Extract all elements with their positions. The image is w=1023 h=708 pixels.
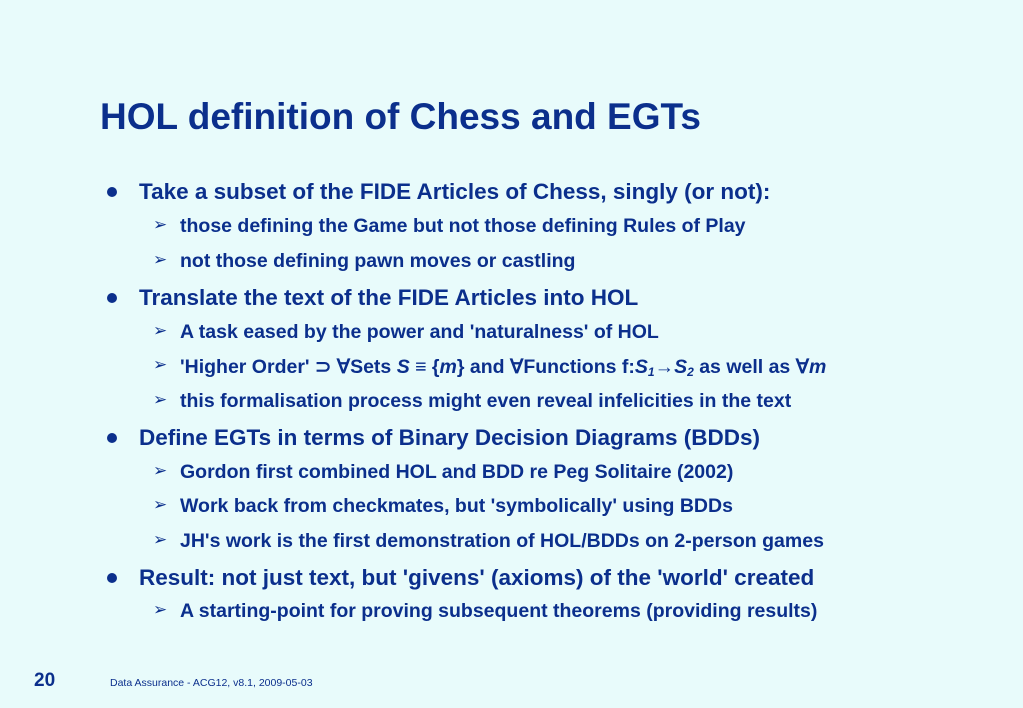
bullet-dot-icon (107, 187, 117, 197)
bullet-dot-icon (107, 293, 117, 303)
arrow-bullet-icon: ➢ (153, 600, 168, 619)
text-part: and (464, 356, 510, 378)
forall-symbol: ∀ (509, 356, 524, 378)
text-part: Functions f: (523, 356, 635, 378)
forall-symbol: ∀ (795, 356, 810, 378)
bullet-3 (139, 425, 760, 451)
arrow-bullet-icon: ➢ (153, 250, 168, 269)
arrow-symbol: → (654, 356, 675, 378)
sub-bullet-formula (180, 356, 826, 378)
sub-bullet-2-1 (153, 321, 659, 344)
sub-bullet-text: JH's work is the first demonstration of HOL/BDDs on 2-person games (180, 530, 824, 552)
sub-bullet-4-1 (153, 600, 818, 623)
arrow-bullet-icon: ➢ (153, 390, 168, 409)
sub-bullet-text: this formalisation process might even reveal infelicities in the text (180, 390, 792, 412)
arrow-bullet-icon: ➢ (153, 461, 168, 480)
subscript-2: 2 (687, 365, 694, 379)
sub-bullet-text: not those defining pawn moves or castling (180, 250, 576, 272)
sub-bullet-2-3 (153, 390, 792, 413)
page-number: 20 (34, 670, 56, 691)
arrow-bullet-icon: ➢ (153, 355, 168, 374)
text-part: as well as (693, 356, 796, 378)
text-part: 'Higher Order' (180, 356, 315, 378)
brace-close: } (456, 356, 465, 378)
bullet-text: Define EGTs in terms of Binary Decision Diagrams (BDDs) (139, 425, 760, 450)
slide-title: HOL definition of Chess and EGTs (100, 96, 701, 137)
bullet-1 (139, 179, 770, 205)
arrow-bullet-icon: ➢ (153, 215, 168, 234)
bullet-text: Result: not just text, but 'givens' (axioms) of the 'world' created (139, 565, 815, 590)
sub-bullet-3-2 (153, 495, 733, 518)
bullet-dot-icon (107, 433, 117, 443)
sub-bullet-text: A starting-point for proving subsequent theorems (providing results) (180, 600, 818, 622)
sub-bullet-3-1 (153, 461, 734, 484)
sub-bullet-3-3 (153, 530, 824, 553)
var-S: S (396, 356, 410, 378)
sub-bullet-1-1 (153, 215, 746, 238)
var-S2: S (674, 356, 688, 378)
bullet-dot-icon (107, 573, 117, 583)
sub-bullet-1-2 (153, 250, 576, 273)
bullet-4 (139, 565, 814, 591)
superset-symbol: ⊃ (314, 356, 332, 378)
sub-bullet-text: those defining the Game but not those defining Rules of Play (180, 215, 746, 237)
text-part: Sets (350, 356, 397, 378)
arrow-bullet-icon: ➢ (153, 495, 168, 514)
var-S1: S (634, 356, 648, 378)
var-m: m (439, 356, 457, 378)
brace-open: { (431, 356, 440, 378)
bullet-2 (139, 285, 638, 311)
arrow-bullet-icon: ➢ (153, 530, 168, 549)
bullet-text: Take a subset of the FIDE Articles of Chess, singly (or not): (139, 179, 771, 204)
bullet-text: Translate the text of the FIDE Articles into HOL (139, 285, 639, 310)
arrow-bullet-icon: ➢ (153, 321, 168, 340)
subscript-1: 1 (647, 365, 655, 379)
sub-bullet-text: Work back from checkmates, but 'symbolically' using BDDs (180, 495, 733, 517)
equiv-symbol: ≡ (409, 356, 432, 378)
forall-symbol: ∀ (331, 356, 351, 378)
var-m: m (809, 356, 827, 378)
footer-text: Data Assurance - ACG12, v8.1, 2009-05-03 (110, 677, 313, 689)
sub-bullet-2-2 (153, 355, 827, 379)
sub-bullet-text: A task eased by the power and 'naturalness' of HOL (180, 321, 659, 343)
sub-bullet-text: Gordon first combined HOL and BDD re Peg Solitaire (2002) (180, 461, 734, 483)
